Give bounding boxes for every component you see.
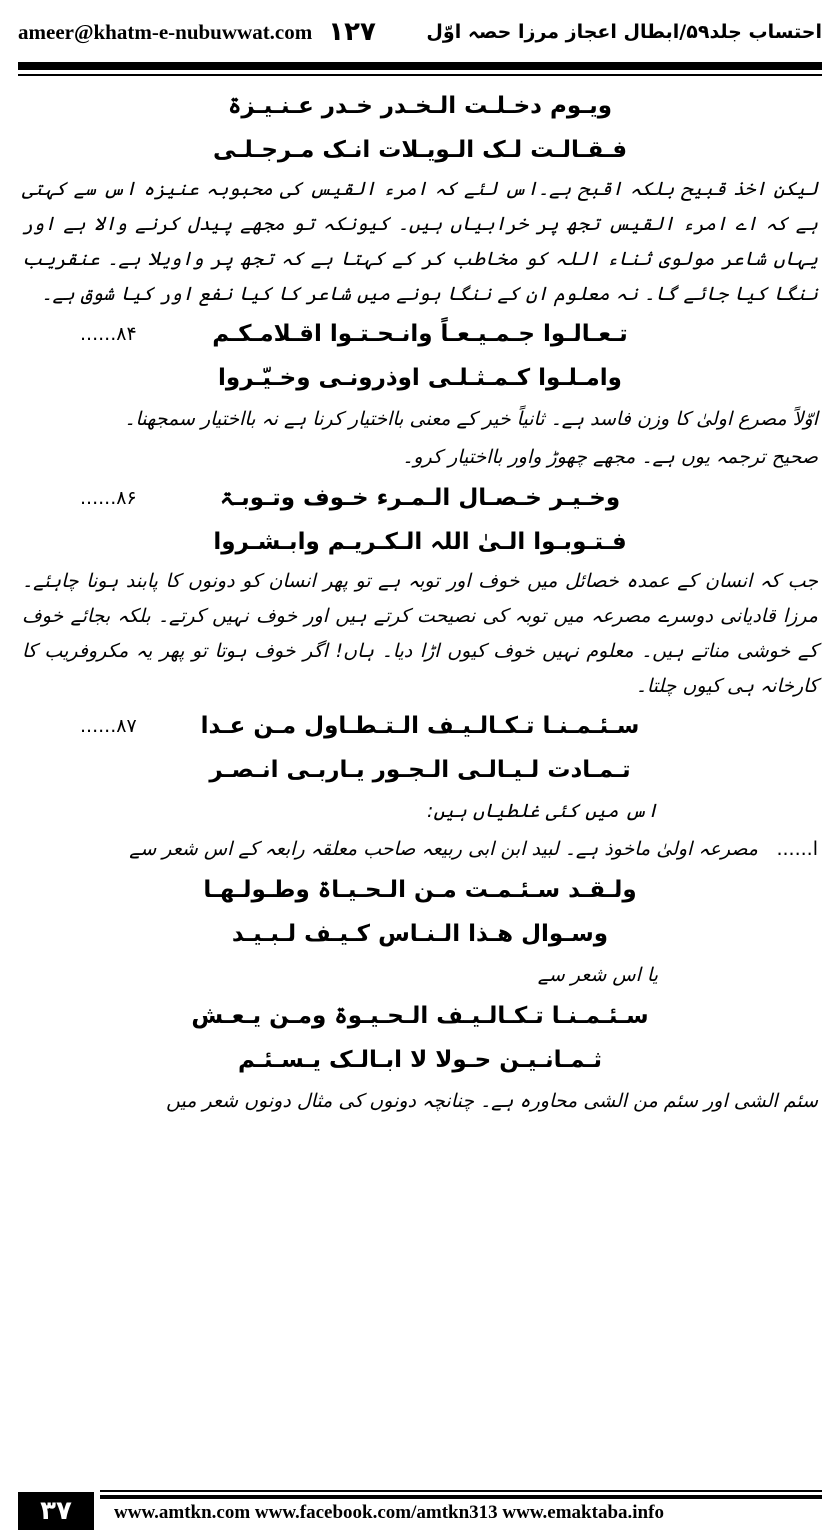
footer-rule-thick <box>100 1495 822 1499</box>
header-email: ameer@khatm-e-nubuwwat.com <box>18 19 313 44</box>
verse-line: ثـمـانـیـن حـولا لا ابـالـک یـسـئـم <box>237 1047 603 1073</box>
header-rule-thin <box>18 74 822 76</box>
verse-number: ۸۶...... <box>80 487 137 509</box>
item-text: مصرعہ اولیٰ ماخوذ ہے۔ لبید ابن ابی ربیعہ صاحب معلقہ رابعہ کے اس شعر سے <box>129 838 758 860</box>
text-line: صحیح ترجمہ یوں ہے۔ مجھے چھوڑ واور بااختیار کرو۔ <box>402 446 818 468</box>
verse-line: وسـوال هـذا الـنـاس کـیـف لـبـیـد <box>231 921 609 947</box>
header-book-title: احتساب جلد۵۹/ابطال اعجاز مرزا حصہ اوّل <box>426 21 822 43</box>
page-footer <box>18 1490 822 1534</box>
list-item <box>22 830 818 868</box>
footer-page-number: ۳۷ <box>18 1492 94 1530</box>
verse-line-numbered <box>22 476 818 520</box>
verse-line-numbered <box>22 312 818 356</box>
footer-rule-thin <box>100 1490 822 1492</box>
verse-line: ویـوم دخـلـت الـخـدر خـدر عـنـیـزۃ <box>227 93 613 119</box>
footer-urls: www.amtkn.com www.facebook.com/amtkn313 www.emaktaba.info <box>114 1502 664 1523</box>
paragraph: لیکن اخذ قبیح بلکہ اقبح ہے۔اس لئے کہ امرء القیس کی محبوبہ عنیزہ اس سے کہتی ہے کہ اے امرء القیس تجھ پر خرابیاں ہیں۔ کیونکہ تو مجھے پیدل کرنے والا ہے اور یہاں شاعر مولوی ثناء اللہ کو مخاطب کر کے کہتا ہے کہ تجھ پر واویلا ہے۔ عنقریب ننگا کیا جائے گا۔ نہ معلوم ان کے ننگا ہونے میں شاعر کا کیا نفع اور کیا شوق ہے۔ <box>22 178 818 305</box>
header-page-number: ۱۲۷ <box>328 17 376 47</box>
verse-line: تـمـادت لـیـالـی الـجـور یـاربـی انـصـر <box>209 757 631 783</box>
text-line: یا اس شعر سے <box>537 964 658 986</box>
header-rule-thick <box>18 62 822 70</box>
text-line: سئم الشی اور سئم من الشی محاورہ ہے۔ چنانچہ دونوں کی مثال دونوں شعر میں <box>166 1090 818 1112</box>
text-line: اوّلاً مصرع اولیٰ کا وزن فاسد ہے۔ ثانیاً خیر کے معنی بااختیار کرنا ہے نہ بااختیار سمجھنا۔ <box>124 408 818 430</box>
verse-number: ۸۷...... <box>80 715 137 737</box>
verse-line: سـئـمـنـا تـکـالـیـف الـحـیـوۃ ومـن یـعـش <box>191 1003 649 1029</box>
item-number: ا...... <box>776 838 818 860</box>
verse-line-numbered <box>22 704 818 748</box>
verse-text: تـعـالـوا جـمـیـعـاً وانـحـتـوا اقـلامـکـم <box>212 321 628 347</box>
verse-line: ولـقـد سـئـمـت مـن الـحـیـاۃ وطـولـهـا <box>203 877 637 903</box>
page-body <box>22 84 818 1120</box>
verse-number: ۸۴...... <box>80 323 137 345</box>
text-line: اس میں کئی غلطیاں ہیں: <box>427 800 658 822</box>
verse-line: فـقـالـت لـک الـویـلات انـک مـرجـلـی <box>212 137 628 163</box>
verse-text: سـئـمـنـا تـکـالـیـف الـتـطـاول مـن عـدا <box>200 713 640 739</box>
page-header <box>18 14 822 50</box>
verse-text: وخـیـر خـصـال الـمـرء خـوف وتـوبـۃ <box>219 485 621 511</box>
paragraph: جب کہ انسان کے عمدہ خصائل میں خوف اور توبہ ہے تو پھر انسان کو دونوں کا پابند ہونا چاہئے۔ مرزا قادیانی دوسرے مصرعہ میں توبہ کی نصیحت کرتے ہیں اور خوف نہیں کرتے۔ بلکہ بجائے خوف کے خوشی مناتے ہیں۔ معلوم نہیں خوف کیوں اڑا دیا۔ ہاں! اگر خوف ہوتا تو پھر یہ مکروفریب کا کارخانہ ہی کیوں چلتا۔ <box>22 570 818 697</box>
verse-line: وامـلـوا کـمـثـلـی اوذرونـی وخـیّـروا <box>218 365 622 391</box>
verse-line: فـتـوبـوا الـیٰ اللہ الـکـریـم وابـشـروا <box>213 529 627 555</box>
